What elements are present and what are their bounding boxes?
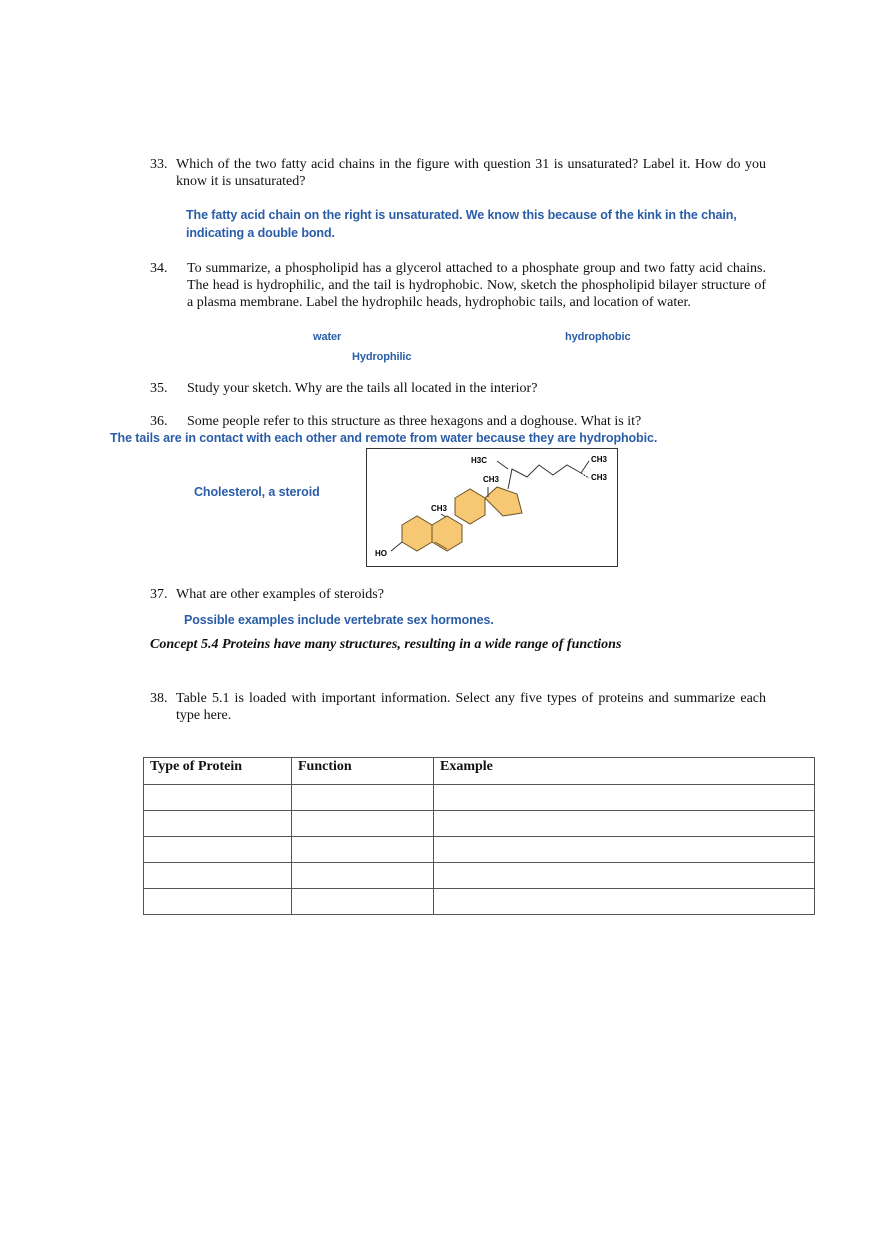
steroid-rings xyxy=(402,487,522,551)
question-number: 37. xyxy=(150,587,168,602)
table-cell[interactable] xyxy=(292,863,434,889)
header-function: Function xyxy=(292,758,434,785)
question-text: To summarize, a phospholipid has a glycerol attached to a phosphate group and two fatty acid chains. The head is hydrophilic, and the tail is hydrophobic. Now, sketch the phospholipid bilayer structure of a plasma membrane. Label the hydrophilc heads, hydrophobic tails, and location of water. xyxy=(187,261,766,310)
header-type: Type of Protein xyxy=(144,758,292,785)
question-text: Table 5.1 is loaded with important information. Select any five types of proteins and summarize each type here. xyxy=(176,691,766,723)
question-number: 33. xyxy=(150,157,168,172)
label-h3c: H3C xyxy=(471,456,488,465)
question-text: Some people refer to this structure as three hexagons and a doghouse. What is it? xyxy=(187,414,642,429)
table-row xyxy=(144,837,815,863)
answer-36: Cholesterol, a steroid xyxy=(194,485,320,499)
question-33 xyxy=(150,156,766,190)
protein-table xyxy=(143,757,815,915)
table-cell[interactable] xyxy=(434,837,815,863)
label-hydrophilic: Hydrophilic xyxy=(352,351,412,363)
answer-33 xyxy=(186,206,737,242)
table-row xyxy=(144,889,815,915)
question-37 xyxy=(150,586,766,603)
ring-a xyxy=(402,516,432,551)
label-ch3-left: CH3 xyxy=(431,504,448,513)
question-number: 35. xyxy=(150,381,168,396)
ring-d xyxy=(485,487,522,516)
question-text: What are other examples of steroids? xyxy=(176,587,384,602)
table-cell[interactable] xyxy=(434,863,815,889)
table-cell[interactable] xyxy=(434,811,815,837)
question-34 xyxy=(150,260,766,311)
answer-33-line1: The fatty acid chain on the right is unsaturated. We know this because of the kink in the chain, xyxy=(186,208,737,222)
label-ch3-top: CH3 xyxy=(591,455,608,464)
question-number: 36. xyxy=(150,414,168,429)
ring-c xyxy=(455,489,485,524)
table-cell[interactable] xyxy=(144,863,292,889)
table-cell[interactable] xyxy=(292,785,434,811)
table-cell[interactable] xyxy=(292,889,434,915)
question-text: Study your sketch. Why are the tails all located in the interior? xyxy=(187,381,538,396)
ring-b xyxy=(432,516,462,551)
question-36 xyxy=(150,413,766,430)
table-cell[interactable] xyxy=(144,811,292,837)
cholesterol-structure-diagram xyxy=(367,449,617,566)
label-hydrophobic: hydrophobic xyxy=(565,331,631,343)
table-cell[interactable] xyxy=(292,811,434,837)
question-number: 38. xyxy=(150,691,168,706)
table-cell[interactable] xyxy=(144,837,292,863)
table-header-row xyxy=(144,758,815,785)
table-cell[interactable] xyxy=(144,889,292,915)
table-row xyxy=(144,785,815,811)
label-ch3-mid: CH3 xyxy=(483,475,500,484)
table-cell[interactable] xyxy=(144,785,292,811)
table-cell[interactable] xyxy=(434,785,815,811)
header-example: Example xyxy=(434,758,815,785)
question-text: Which of the two fatty acid chains in the figure with question 31 is unsaturated? Label it. How do you know it is unsaturated? xyxy=(176,157,766,189)
answer-33-line2: indicating a double bond. xyxy=(186,226,335,240)
label-ch3-right: CH3 xyxy=(591,473,608,482)
question-38 xyxy=(150,690,766,724)
question-number: 34. xyxy=(150,261,168,276)
answer-35: The tails are in contact with each other and remote from water because they are hydrophobic. xyxy=(110,431,658,445)
question-35 xyxy=(150,380,766,397)
answer-37: Possible examples include vertebrate sex hormones. xyxy=(184,613,494,627)
table-row xyxy=(144,863,815,889)
table-row xyxy=(144,811,815,837)
concept-heading: Concept 5.4 Proteins have many structures, resulting in a wide range of functions xyxy=(150,637,622,652)
table-cell[interactable] xyxy=(292,837,434,863)
cholesterol-figure xyxy=(366,448,618,567)
label-ho: HO xyxy=(375,549,387,558)
label-water: water xyxy=(313,331,342,343)
table-cell[interactable] xyxy=(434,889,815,915)
